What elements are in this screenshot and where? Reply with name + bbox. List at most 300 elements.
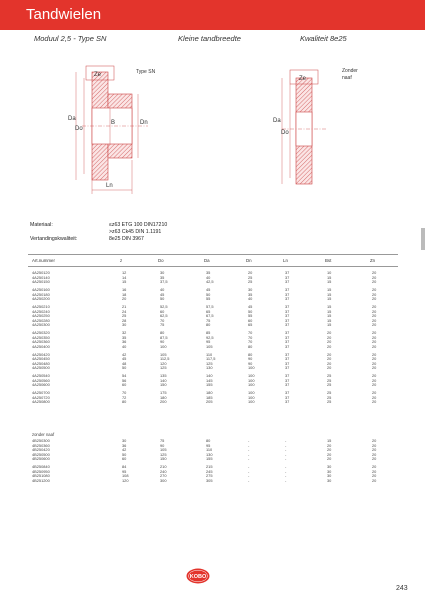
table-cell: 20 [372, 394, 377, 400]
table-cell: 35 [248, 291, 253, 297]
table-cell: 20 [372, 356, 377, 362]
type-sn-label: Type SN [136, 69, 156, 75]
table-cell: 20 [372, 270, 377, 275]
table-cell: 36 [122, 442, 127, 448]
table-cell: 20 [372, 464, 377, 470]
table-cell: 4B250500 [32, 451, 50, 457]
table-cell: 4A250700 [32, 390, 50, 396]
table-cell: 117,5 [206, 356, 216, 362]
table-cell: 270 [160, 473, 167, 479]
table-cell: 300 [160, 477, 167, 483]
kobo-logo [186, 568, 210, 584]
table-cell: 42 [122, 351, 127, 357]
table-cell: 20 [372, 473, 377, 479]
table-cell: 50 [122, 451, 127, 457]
table-cell: 20 [372, 279, 377, 285]
table-cell: 205 [206, 399, 213, 405]
table-cell: 4B250840 [32, 464, 50, 470]
table-cell: 90 [160, 442, 165, 448]
table-cell: 4A250500 [32, 365, 50, 371]
table-cell: 15 [327, 286, 332, 292]
table-cell: 20 [372, 334, 377, 340]
table-cell: 42,5 [206, 279, 214, 285]
table-cell: 215 [206, 464, 213, 470]
table-cell: 125 [160, 365, 167, 371]
table-cell: 145 [206, 377, 213, 383]
table-cell: 80 [122, 399, 127, 405]
table-cell: 20 [327, 356, 332, 362]
table-cell: - [248, 464, 250, 470]
da-label-right: Da [273, 118, 281, 124]
ze-label: Ze [94, 72, 102, 78]
section-zonder-naaf: zonder naaf [32, 432, 55, 437]
table-cell: 20 [372, 382, 377, 388]
table-cell: 60 [122, 456, 127, 462]
table-cell: 200 [160, 399, 167, 405]
table-cell: 62,5 [160, 313, 168, 319]
table-cell: 20 [327, 360, 332, 366]
table-cell: 100 [248, 377, 255, 383]
table-cell: 12 [122, 270, 127, 275]
ln-label: Ln [106, 183, 113, 189]
table-cell: 4B251080 [32, 473, 50, 479]
table-row [28, 479, 398, 484]
table-cell: 37 [285, 286, 290, 292]
table-cell: 275 [206, 473, 213, 479]
table-top-rule [28, 254, 398, 255]
table-cell: 87,5 [160, 334, 168, 340]
col-do: Do [158, 258, 164, 263]
table-cell: 70 [160, 317, 165, 323]
dn-label: Dn [140, 120, 148, 126]
gear-quality-label: Vertandingskwaliteit: [30, 236, 78, 243]
table-cell: 20 [372, 308, 377, 314]
spec-block [30, 222, 167, 244]
col-da: Da [204, 258, 210, 263]
table-cell: 180 [206, 390, 213, 396]
table-cell: 20 [122, 296, 127, 302]
table-cell: 125 [206, 360, 213, 366]
table-body-zonder-naaf [28, 439, 398, 487]
group-gap [28, 484, 398, 487]
side-tab [421, 228, 425, 250]
table-cell: 20 [372, 296, 377, 302]
do-label: Do [75, 126, 83, 132]
table-row [28, 457, 398, 462]
table-cell: 185 [206, 394, 213, 400]
table-row [28, 400, 398, 405]
table-cell: 20 [372, 322, 377, 328]
table-cell: 130 [206, 451, 213, 457]
table-cell: 37 [285, 274, 290, 280]
table-cell: 4A250240 [32, 308, 50, 314]
table-cell: 20 [372, 317, 377, 323]
table-cell: 105 [160, 447, 167, 453]
table-cell: 37 [285, 330, 290, 336]
table-cell: 20 [327, 351, 332, 357]
table-cell: 110 [206, 447, 213, 453]
table-cell: 65 [206, 308, 211, 314]
ze-label-right: Ze [299, 76, 307, 82]
table-cell: 40 [160, 286, 165, 292]
table-cell: 37 [285, 343, 290, 349]
table-cell: 100 [248, 394, 255, 400]
table-cell: 90 [248, 356, 253, 362]
material-label: Materiaal: [30, 222, 53, 228]
table-cell: 50 [160, 296, 165, 302]
table-cell: 80 [206, 322, 211, 328]
table-cell: 80 [206, 438, 211, 443]
table-cell: 15 [327, 308, 332, 314]
table-cell: 54 [122, 373, 127, 379]
table-cell: 105 [160, 351, 167, 357]
table-cell: - [285, 456, 287, 462]
table-cell: - [248, 451, 250, 457]
table-row [28, 383, 398, 388]
table-cell: 30 [327, 477, 332, 483]
module-label: Moduul 2,5 - Type SN [34, 34, 107, 43]
table-cell: 15 [327, 296, 332, 302]
table-cell: - [285, 468, 287, 474]
col-ln: Ln [283, 258, 288, 263]
table-cell: 125 [160, 451, 167, 457]
table-cell: 15 [327, 317, 332, 323]
table-cell: 4B250600 [32, 456, 50, 462]
table-cell: 100 [248, 365, 255, 371]
table-cell: 85 [206, 330, 211, 336]
table-cell: 4A250200 [32, 296, 50, 302]
table-cell: 40 [122, 343, 127, 349]
table-cell: 40 [206, 274, 211, 280]
table-cell: 25 [327, 399, 332, 405]
table-cell: 30 [248, 286, 253, 292]
table-cell: 15 [327, 438, 332, 443]
note-naaf: naaf [342, 75, 352, 81]
table-cell: 18 [122, 291, 127, 297]
table-cell: - [285, 447, 287, 453]
table-cell: - [248, 473, 250, 479]
table-cell: 37 [285, 317, 290, 323]
table-cell: 35 [160, 274, 165, 280]
table-cell: 135 [160, 373, 167, 379]
table-row [28, 297, 398, 302]
table-header-rule [28, 266, 398, 267]
table-cell: 28 [122, 317, 127, 323]
table-cell: 92,5 [206, 334, 214, 340]
table-cell: 150 [160, 382, 167, 388]
table-cell: 20 [372, 313, 377, 319]
page-title: Tandwielen [26, 6, 102, 23]
table-cell: 95 [206, 339, 211, 345]
table-cell: 67,5 [206, 313, 214, 319]
table-row [28, 366, 398, 371]
da-label: Da [68, 116, 76, 122]
table-cell: - [285, 464, 287, 470]
table-cell: 20 [372, 468, 377, 474]
table-cell: 20 [372, 360, 377, 366]
table-cell: 4B251200 [32, 477, 50, 483]
table-cell: - [248, 438, 250, 443]
table-cell: 45 [248, 303, 253, 309]
table-cell: 100 [248, 373, 255, 379]
table-cell: 55 [206, 296, 211, 302]
table-cell: 4A250450 [32, 356, 50, 362]
table-cell: 35 [206, 270, 211, 275]
table-cell: 24 [122, 308, 127, 314]
table-cell: - [248, 468, 250, 474]
group-gap [28, 405, 398, 408]
table-cell: 245 [206, 468, 213, 474]
table-cell: 80 [248, 343, 253, 349]
table-cell: 4B250950 [32, 468, 50, 474]
table-cell: 20 [372, 438, 377, 443]
table-cell: 15 [327, 279, 332, 285]
table-cell: 20 [327, 334, 332, 340]
table-cell: 84 [122, 464, 127, 470]
table-cell: 95 [206, 442, 211, 448]
table-cell: 57,5 [206, 303, 214, 309]
gear-quality-value: 8e25 DIN 3967 [109, 236, 144, 243]
table-cell: 25 [327, 394, 332, 400]
table-cell: 32 [122, 330, 127, 336]
col-art-nummer: Art.nummer [32, 258, 55, 263]
table-cell: 180 [160, 394, 167, 400]
table-cell: 72 [122, 394, 127, 400]
table-cell: 25 [327, 377, 332, 383]
table-cell: 4A250250 [32, 313, 50, 319]
table-cell: 40 [248, 296, 253, 302]
table-cell: 37 [285, 351, 290, 357]
table-cell: 70 [122, 390, 127, 396]
table-cell: 240 [160, 468, 167, 474]
table-cell: 25 [327, 373, 332, 379]
table-cell: 4A250420 [32, 351, 50, 357]
table-cell: 120 [122, 477, 129, 483]
table-cell: - [285, 438, 287, 443]
table-cell: - [248, 447, 250, 453]
table-cell: 4A250140 [32, 274, 50, 280]
table-cell: 14 [122, 274, 127, 280]
table-cell: 20 [372, 351, 377, 357]
table-cell: 37 [285, 322, 290, 328]
table-cell: 60 [248, 317, 253, 323]
table-cell: 30 [122, 438, 127, 443]
table-cell: 80 [160, 330, 165, 336]
table-cell: 70 [248, 334, 253, 340]
table-cell: 15 [327, 274, 332, 280]
table-cell: 60 [160, 308, 165, 314]
table-cell: 4A250120 [32, 270, 50, 275]
table-cell: 37 [285, 303, 290, 309]
table-cell: 15 [327, 322, 332, 328]
table-cell: 20 [327, 330, 332, 336]
table-cell: 10 [327, 270, 332, 275]
table-cell: 4A250800 [32, 399, 50, 405]
table-cell: 4B250360 [32, 442, 50, 448]
table-cell: 37 [285, 356, 290, 362]
table-cell: 20 [372, 373, 377, 379]
table-cell: 70 [248, 339, 253, 345]
table-cell: 30 [327, 464, 332, 470]
table-cell: 140 [160, 377, 167, 383]
table-cell: 4A250150 [32, 279, 50, 285]
table-cell: 4A250480 [32, 360, 50, 366]
table-cell: 20 [372, 451, 377, 457]
table-cell: 4A250350 [32, 334, 50, 340]
do-label-right: Do [281, 130, 289, 136]
table-cell: 20 [372, 377, 377, 383]
table-cell: 20 [327, 447, 332, 453]
material-value-2: >z63 Ck45 DIN 1.1191 [109, 229, 162, 236]
table-cell: 90 [160, 339, 165, 345]
table-cell: 20 [372, 330, 377, 336]
table-cell: 25 [248, 274, 253, 280]
table-cell: 50 [122, 365, 127, 371]
table-cell: 4A250600 [32, 382, 50, 388]
table-row [28, 345, 398, 350]
logo-text: KOBO [189, 574, 207, 580]
table-cell: 305 [206, 477, 213, 483]
table-cell: 30 [160, 270, 165, 275]
table-cell: 25 [327, 382, 332, 388]
table-cell: 30 [327, 468, 332, 474]
table-cell: 4A250160 [32, 286, 50, 292]
table-cell: 175 [160, 390, 167, 396]
table-cell: 15 [122, 279, 127, 285]
drawing-type-sn [58, 52, 168, 202]
table-cell: 20 [372, 447, 377, 453]
table-cell: 20 [327, 451, 332, 457]
table-cell: 75 [206, 317, 211, 323]
table-cell: 56 [122, 377, 127, 383]
table-cell: 4A250280 [32, 317, 50, 323]
table-cell: 4B250420 [32, 447, 50, 453]
table-cell: 37 [285, 394, 290, 400]
table-cell: 60 [122, 382, 127, 388]
table-cell: 20 [327, 339, 332, 345]
header-bar [0, 0, 425, 30]
page-number: 243 [396, 585, 408, 592]
table-cell: 20 [372, 456, 377, 462]
table-cell: - [285, 473, 287, 479]
table-cell: 112,5 [160, 356, 170, 362]
table-cell: 50 [248, 308, 253, 314]
table-cell: 4A250180 [32, 291, 50, 297]
table-cell: 37 [285, 365, 290, 371]
col-bst: Bst [325, 258, 332, 263]
table-cell: 42 [122, 447, 127, 453]
table-cell: 15 [327, 303, 332, 309]
quality-label: Kwaliteit 8e25 [300, 34, 347, 43]
table-cell: 15 [327, 291, 332, 297]
material-value-1: ≤z63 ETG 100 DIN17210 [109, 222, 168, 228]
table-cell: 37 [285, 308, 290, 314]
table-cell: 4A250360 [32, 339, 50, 345]
table-cell: 37 [285, 377, 290, 383]
table-cell: 25 [122, 313, 127, 319]
table-row [28, 280, 398, 285]
table-body [28, 271, 398, 408]
table-cell: 4A250400 [32, 343, 50, 349]
table-cell: 4A250320 [32, 330, 50, 336]
table-cell: 20 [327, 456, 332, 462]
table-cell: 100 [248, 390, 255, 396]
table-cell: 20 [372, 291, 377, 297]
table-cell: 50 [206, 291, 211, 297]
table-cell: 37 [285, 390, 290, 396]
table-cell: 21 [122, 303, 127, 309]
table-cell: - [285, 451, 287, 457]
table-cell: 4B250300 [32, 438, 50, 443]
table-cell: 37 [285, 313, 290, 319]
table-cell: 100 [248, 382, 255, 388]
table-cell: 155 [206, 382, 213, 388]
table-cell: 100 [248, 399, 255, 405]
table-cell: 4A250540 [32, 373, 50, 379]
table-cell: 20 [327, 343, 332, 349]
table-cell: 210 [160, 464, 167, 470]
col-z: z [120, 258, 123, 263]
table-cell: 45 [122, 356, 127, 362]
table-cell: 20 [372, 286, 377, 292]
table-cell: 75 [160, 438, 165, 443]
table-cell: 20 [372, 399, 377, 405]
table-cell: - [248, 442, 250, 448]
table-cell: 37 [285, 291, 290, 297]
table-cell: 25 [248, 279, 253, 285]
table-cell: 37 [285, 382, 290, 388]
table-cell: - [248, 456, 250, 462]
table-cell: 45 [160, 291, 165, 297]
table-cell: 105 [206, 343, 213, 349]
table-cell: 4A250300 [32, 322, 50, 328]
table-cell: 20 [327, 365, 332, 371]
table-cell: 140 [206, 373, 213, 379]
table-cell: 37 [285, 296, 290, 302]
table-cell: 52,5 [160, 303, 168, 309]
col-dn: Dn [246, 258, 252, 263]
table-cell: 108 [122, 473, 129, 479]
table-cell: 4A250210 [32, 303, 50, 309]
col-zn: Zn [370, 258, 376, 263]
table-cell: 65 [248, 322, 253, 328]
table-cell: 20 [372, 303, 377, 309]
table-cell: 37 [285, 270, 290, 275]
table-cell: 4A250720 [32, 394, 50, 400]
table-cell: 20 [372, 477, 377, 483]
table-cell: 37 [285, 334, 290, 340]
table-cell: 155 [206, 456, 213, 462]
table-cell: 20 [372, 390, 377, 396]
table-cell: 48 [122, 360, 127, 366]
table-cell: 75 [160, 322, 165, 328]
table-cell: 35 [122, 334, 127, 340]
drawing-zonder-naaf [262, 52, 372, 202]
table-cell: 20 [372, 442, 377, 448]
note-zonder: Zonder [342, 68, 358, 74]
table-cell: - [285, 442, 287, 448]
width-label: Kleine tandbreedte [178, 34, 241, 43]
table-cell: 70 [248, 330, 253, 336]
table-cell: 20 [372, 365, 377, 371]
table-cell: 36 [122, 339, 127, 345]
table-cell: 130 [206, 365, 213, 371]
table-cell: 45 [206, 286, 211, 292]
table-cell: 80 [248, 351, 253, 357]
table-cell: - [285, 477, 287, 483]
table-cell: 30 [122, 322, 127, 328]
table-cell: 30 [327, 473, 332, 479]
